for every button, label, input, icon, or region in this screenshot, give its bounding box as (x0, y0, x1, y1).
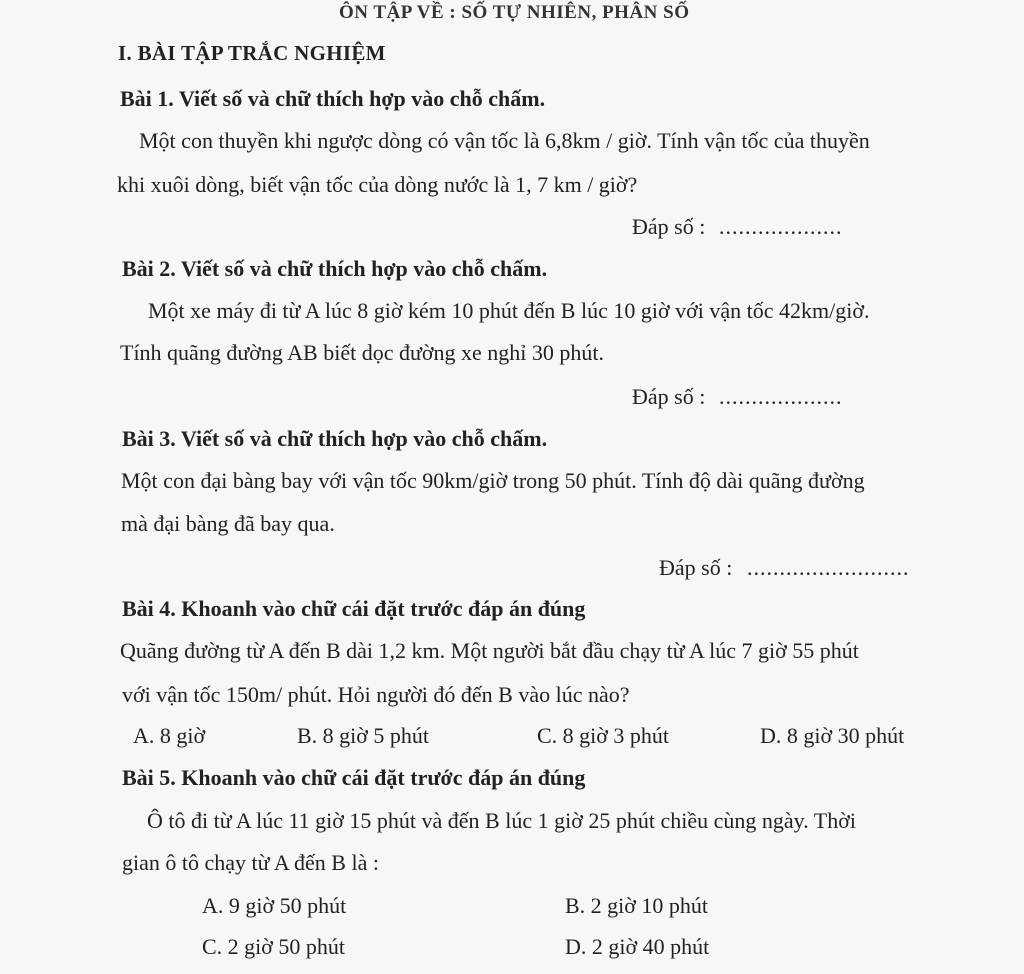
bai4-option-c[interactable]: C. 8 giờ 3 phút (537, 723, 670, 748)
bai4-text-line-1: Quãng đường từ A đến B dài 1,2 km. Một người bắt đầu chạy từ A lúc 7 giờ 55 phút (120, 638, 859, 663)
bai3-answer-label: Đáp số : (659, 555, 733, 580)
bai5-option-a[interactable]: A. 9 giờ 50 phút (202, 893, 347, 918)
bai4-option-b[interactable]: B. 8 giờ 5 phút (297, 723, 430, 748)
section-heading: I. BÀI TẬP TRẮC NGHIỆM (118, 41, 386, 65)
bai5-option-d[interactable]: D. 2 giờ 40 phút (565, 934, 710, 959)
bai3-heading: Bài 3. Viết số và chữ thích hợp vào chỗ chấm. (122, 426, 548, 451)
bai3-text-line-2: mà đại bàng đã bay qua. (121, 511, 335, 536)
bai4-heading: Bài 4. Khoanh vào chữ cái đặt trước đáp án đúng (122, 596, 586, 621)
bai2-answer-blank: ................... (719, 384, 843, 409)
bai1-text-line-2: khi xuôi dòng, biết vận tốc của dòng nước là 1, 7 km / giờ? (117, 172, 638, 197)
bai3-text-line-1: Một con đại bàng bay với vận tốc 90km/giờ trong 50 phút. Tính độ dài quãng đường (121, 468, 865, 493)
cropped-text-fragment (120, 966, 600, 974)
bai4-option-a[interactable]: A. 8 giờ (133, 723, 206, 748)
bai1-heading: Bài 1. Viết số và chữ thích hợp vào chỗ chấm. (120, 86, 546, 111)
bai3-answer-blank: ......................... (747, 555, 910, 580)
bai2-answer-label: Đáp số : (632, 384, 706, 409)
bai5-option-c[interactable]: C. 2 giờ 50 phút (202, 934, 346, 959)
bai1-answer-blank: ................... (719, 214, 843, 239)
page-title: ÔN TẬP VỀ : SỐ TỰ NHIÊN, PHÂN SỐ (339, 2, 690, 23)
bai4-text-line-2: với vận tốc 150m/ phút. Hỏi người đó đến B vào lúc nào? (122, 682, 630, 707)
bai2-text-line-2: Tính quãng đường AB biết dọc đường xe nghỉ 30 phút. (120, 340, 605, 365)
bai1-text-line-1: Một con thuyền khi ngược dòng có vận tốc là 6,8km / giờ. Tính vận tốc của thuyền (139, 128, 870, 153)
bai2-text-line-1: Một xe máy đi từ A lúc 8 giờ kém 10 phút đến B lúc 10 giờ với vận tốc 42km/giờ. (148, 298, 870, 323)
bai2-heading: Bài 2. Viết số và chữ thích hợp vào chỗ chấm. (122, 256, 548, 281)
bai5-text-line-1: Ô tô đi từ A lúc 11 giờ 15 phút và đến B lúc 1 giờ 25 phút chiều cùng ngày. Thời (147, 808, 856, 833)
bai5-option-b[interactable]: B. 2 giờ 10 phút (565, 893, 709, 918)
bai5-text-line-2: gian ô tô chạy từ A đến B là : (122, 850, 379, 875)
bai4-option-d[interactable]: D. 8 giờ 30 phút (760, 723, 905, 748)
bai1-answer-label: Đáp số : (632, 214, 706, 239)
bai5-heading: Bài 5. Khoanh vào chữ cái đặt trước đáp án đúng (122, 765, 586, 790)
